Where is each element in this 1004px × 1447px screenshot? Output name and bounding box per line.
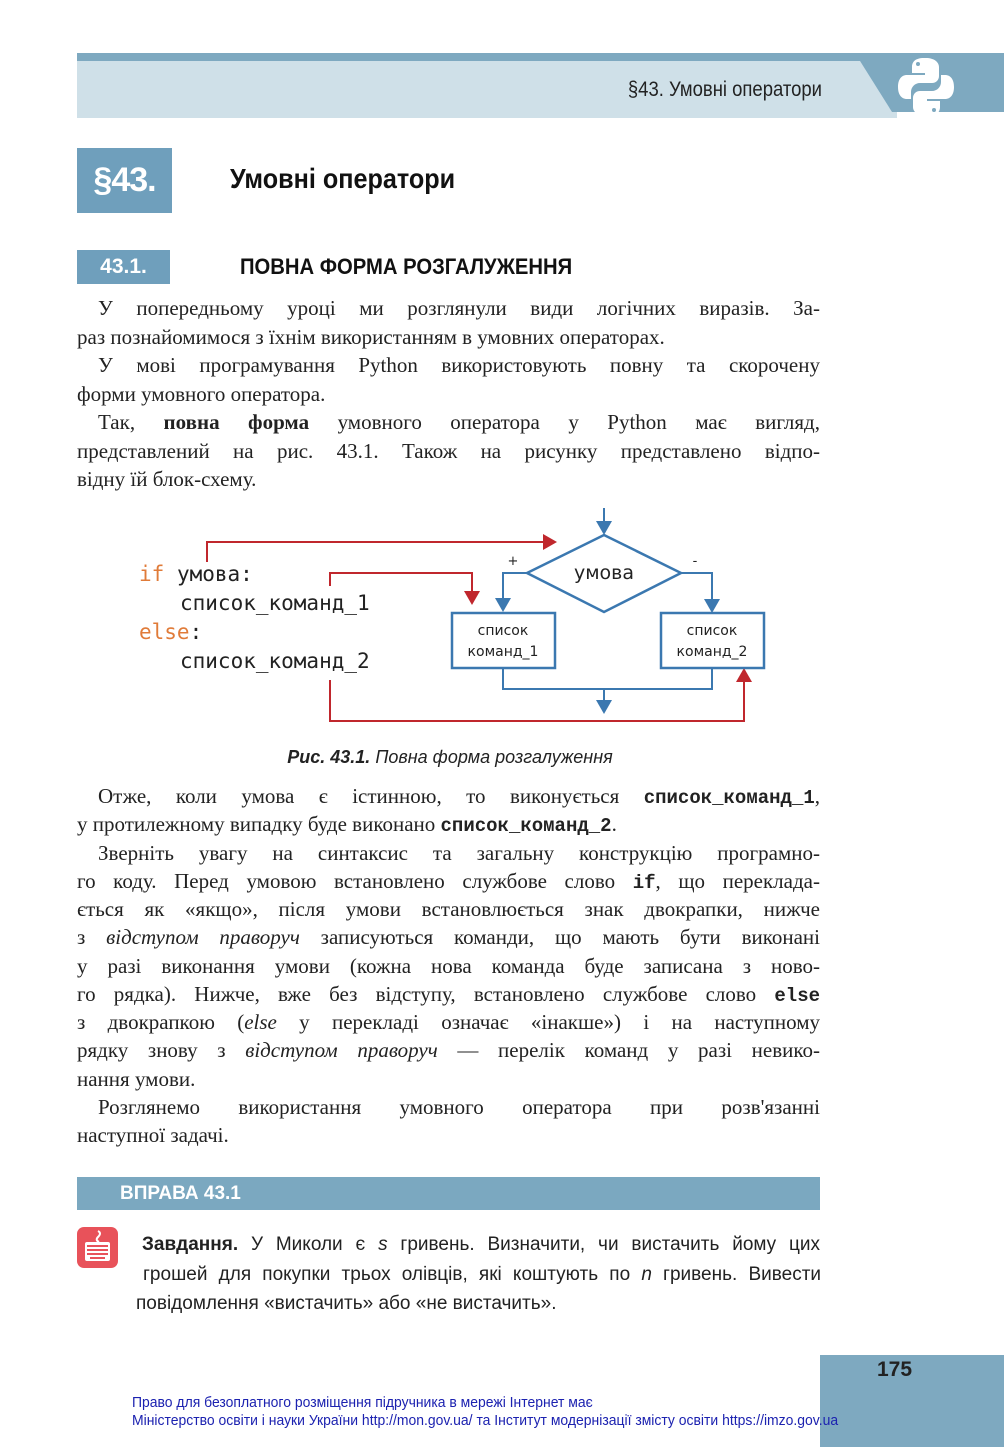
svg-text:else: [139,620,202,644]
text-line [77,1065,820,1093]
text-line [142,1231,820,1259]
running-title: §43. Умовні оператори [627,78,822,101]
text-span: , що переклада- [655,868,820,893]
text-span: — перелік команд у разі невико- [437,1038,820,1063]
text-line [77,952,820,980]
inline-code: if [632,871,656,894]
flow-condition: умова [573,562,635,584]
text-span: нання умови. [77,1066,196,1091]
flow-minus: - [692,554,698,569]
text-span: Зверніть увагу на синтаксис та загальну конструкцію програмно- [77,840,820,865]
italic-text: відступом праворуч [245,1038,438,1063]
code-cmd1: список_команд_1 [180,591,370,615]
box1-line1: список [477,623,529,639]
text-span: У Миколи є [238,1234,379,1255]
code-condition: умова: [164,562,253,586]
text-line [77,1036,820,1064]
box2-line1: список [686,623,738,639]
text-line [77,980,820,1010]
code-cmd2: список_команд_2 [180,649,370,673]
caption-label: Рис. 43.1. [287,747,371,767]
italic-text: n [641,1263,652,1285]
text-span: ється як «якщо», після умови встановлюється знак двокрапки, нижче [77,897,820,921]
text-line [77,810,820,840]
keyboard-icon [77,1227,118,1268]
text-line [77,895,820,923]
text-line [143,1261,821,1289]
text-span: записуються команди, що мають бути виконані [299,925,820,950]
text-span: з двокрапкою ( [77,1010,245,1034]
text-line [77,839,820,867]
text-line [77,867,820,897]
text-span: Отже, коли умова є істинною, то виконується [77,784,644,808]
caption-text: Повна форма розгалуження [370,747,613,767]
exercise-label: ВПРАВА 43.1 [120,1183,241,1204]
text-line [136,1290,636,1318]
figure-caption [0,747,900,768]
text-span: У попередньому уроці ми розглянули види логічних виразів. За- [77,296,820,320]
text-line [77,1121,820,1149]
text-span: гривень. Визначити, чи вистачить йому цих [387,1234,820,1255]
text-span: грошей для покупки трьох олівців, які коштують по [143,1263,642,1285]
italic-text: відступом праворуч [106,925,300,950]
footer-line-2: Міністерство освіти і науки України http://mon.gov.ua/ та Інститут модернізації змісту освіти https://imzo.gov.ua [132,1412,839,1429]
box2-line2: команд_2 [676,644,748,660]
text-line [77,782,820,812]
text-span: наступної задачі. [77,1123,229,1147]
text-line [77,923,820,951]
page-number: 175 [877,1358,913,1381]
text-span: го рядка). Нижче, вже без відступу, встановлено службове слово [77,981,775,1006]
red-mapping-arrows [207,542,744,721]
subsection-number: 43.1. [77,250,170,284]
text-span: представлений на рис. 43.1. Також на рисунку представлено відпо- [77,438,820,463]
text-span: раз познайомимося з їхнім використанням в умовних операторах. [77,324,665,349]
flow-plus: + [507,554,519,569]
code-sample [139,562,370,673]
text-span: У мові програмування Python використовують повну та скорочену [77,353,820,377]
italic-text: s [378,1234,388,1255]
section-number: §43. [77,148,172,213]
inline-code: else [774,984,820,1007]
italic-text: else [244,1010,277,1034]
text-span: відну їй блок-схему. [77,467,257,491]
text-span: у разі виконання умови (кожна нова команда буде записана з ново- [77,953,820,978]
text-span: Так, [77,410,164,434]
text-span: гривень. Вивести [651,1263,822,1285]
text-span: з [77,925,107,950]
text-line [77,1008,820,1036]
text-span: повідомлення «вистачить» або «не вистачить». [136,1293,557,1314]
footer-line-1: Право для безоплатного розміщення підручника в мережі Інтернет має [132,1394,593,1411]
bold-text: повна форма [163,410,310,434]
text-span: у перекладі означає «інакше») і на наступному [276,1010,820,1034]
text-span: го коду. Перед умовою встановлено службове слово [77,868,633,893]
section-title: Умовні оператори [230,163,456,194]
text-line [77,1093,820,1121]
keyword-if: if [139,562,165,586]
text-span: рядку знову з [77,1038,246,1063]
box1-line2: команд_1 [467,644,539,660]
keyword-else: else [139,620,190,644]
text-span: умовного оператора у Python має вигляд, [309,410,820,434]
bold-text: Завдання. [142,1234,239,1255]
text-span: Розглянемо використання умовного оператора при розв'язанні [77,1094,820,1119]
code-colon: : [189,620,203,644]
inline-code: список_команд_2 [440,815,612,838]
text-span: форми умовного оператора. [77,381,326,406]
flowchart [452,508,764,712]
subsection-title: ПОВНА ФОРМА РОЗГАЛУЖЕННЯ [240,254,573,279]
text-span: у протилежному випадку буде виконано [77,812,441,837]
inline-code: список_команд_1 [643,787,815,809]
text-span: , [814,784,820,808]
text-span: . [611,812,617,837]
svg-text:if умова: [139,562,253,586]
